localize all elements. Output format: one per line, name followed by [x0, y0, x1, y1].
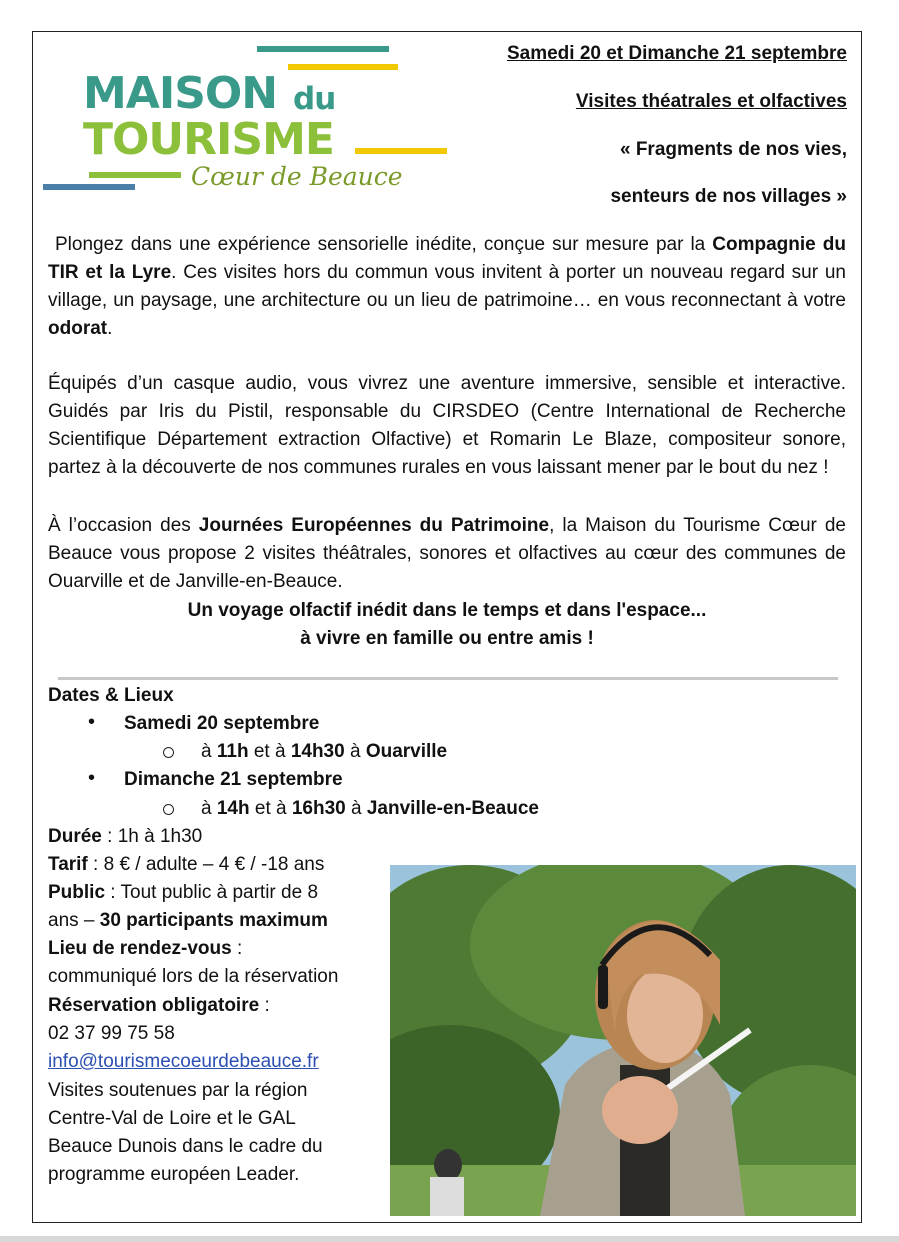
logo-maison: MAISON: [83, 68, 278, 119]
logo-bar-yellow-top: [288, 64, 398, 70]
sub-bullet-2: [163, 804, 174, 815]
logo-bar-blue: [43, 184, 135, 190]
dates-heading: Dates & Lieux: [48, 685, 174, 706]
jep-emphasis: Journées Européennes du Patrimoine: [198, 515, 550, 536]
event-title-line1: « Fragments de nos vies,: [619, 139, 847, 160]
email-link[interactable]: info@tourismecoeurdebeauce.fr: [48, 1051, 319, 1072]
logo-bar-teal: [257, 46, 389, 52]
capacity-line: ans – 30 participants maximum: [48, 910, 328, 931]
odorat-emphasis: odorat: [48, 318, 108, 339]
sub-bullet-1: [163, 747, 174, 758]
duration-line: Durée : 1h à 1h30: [48, 826, 203, 847]
date-sunday: Dimanche 21 septembre: [124, 769, 343, 790]
company-name: Compagnie du TIR et la Lyre: [48, 234, 846, 283]
event-title-line2: senteurs de nos villages »: [610, 186, 847, 207]
date-saturday: Samedi 20 septembre: [124, 713, 320, 734]
logo-tourisme: TOURISME: [83, 114, 334, 165]
maison-du-tourisme-logo: [43, 44, 453, 194]
support-line-4: programme européen Leader.: [48, 1164, 300, 1185]
support-line-3: Beauce Dunois dans le cadre du: [48, 1136, 323, 1157]
tagline-line2: à vivre en famille ou entre amis !: [300, 628, 594, 649]
logo-tagline: Cœur de Beauce: [191, 162, 403, 191]
support-line-1: Visites soutenues par la région: [48, 1080, 308, 1101]
price-line: Tarif : 8 € / adulte – 4 € / -18 ans: [48, 854, 325, 875]
photo-illustration: [390, 865, 856, 1216]
booking-label: Réservation obligatoire :: [48, 995, 270, 1016]
sunday-schedule: à 14h et à 16h30 à Janville-en-Beauce: [201, 798, 539, 819]
phone-number: 02 37 99 75 58: [48, 1023, 175, 1044]
event-dates: Samedi 20 et Dimanche 21 septembre: [506, 43, 847, 64]
logo-du: du: [293, 81, 336, 117]
event-subtitle: Visites théatrales et olfactives: [575, 91, 847, 112]
patrimoine-paragraph: À l’occasion des Journées Européennes du Patrimoine, la Maison du Tourisme Cœur de Beauce vous propose 2 visites théâtrales, sonores et olfactives au cœur des communes de Ouarville et de Janville-en-Beauce.: [48, 515, 846, 592]
description-paragraph: Équipés d’un casque audio, vous vivrez une aventure immersive, sensible et interactive. Guidés par Iris du Pistil, responsable du CIRSDEO (Centre International de Recherche Scientifique Département extraction Olfactive) et Romarin Le Blaze, compositeur sonore, partez à la découverte de nos communes rurales en vous laissant mener par le bout du nez !: [48, 373, 846, 478]
meeting-point-label: Lieu de rendez-vous :: [48, 938, 243, 959]
audience-line: Public : Tout public à partir de 8: [48, 882, 319, 903]
logo-bar-green: [89, 172, 181, 178]
bullet-2: •: [88, 767, 96, 789]
bottom-rule: [0, 1236, 899, 1242]
tagline-line1: Un voyage olfactif inédit dans le temps et dans l'espace...: [187, 600, 707, 621]
saturday-schedule: à 11h et à 14h30 à Ouarville: [201, 741, 448, 762]
bullet-1: •: [88, 711, 96, 733]
section-divider: [58, 677, 838, 680]
event-photo: [390, 865, 856, 1216]
intro-paragraph: Plongez dans une expérience sensorielle inédite, conçue sur mesure par la Compagnie du TIR et la Lyre. Ces visites hors du commun vous invitent à porter un nouveau regard sur un village, un paysage, une architecture ou un lieu de patrimoine… en vous reconnectant à votre odorat.: [48, 234, 846, 339]
support-line-2: Centre-Val de Loire et le GAL: [48, 1108, 296, 1129]
logo-bar-yellow-mid: [355, 148, 447, 154]
meeting-point-value: communiqué lors de la réservation: [48, 966, 339, 987]
